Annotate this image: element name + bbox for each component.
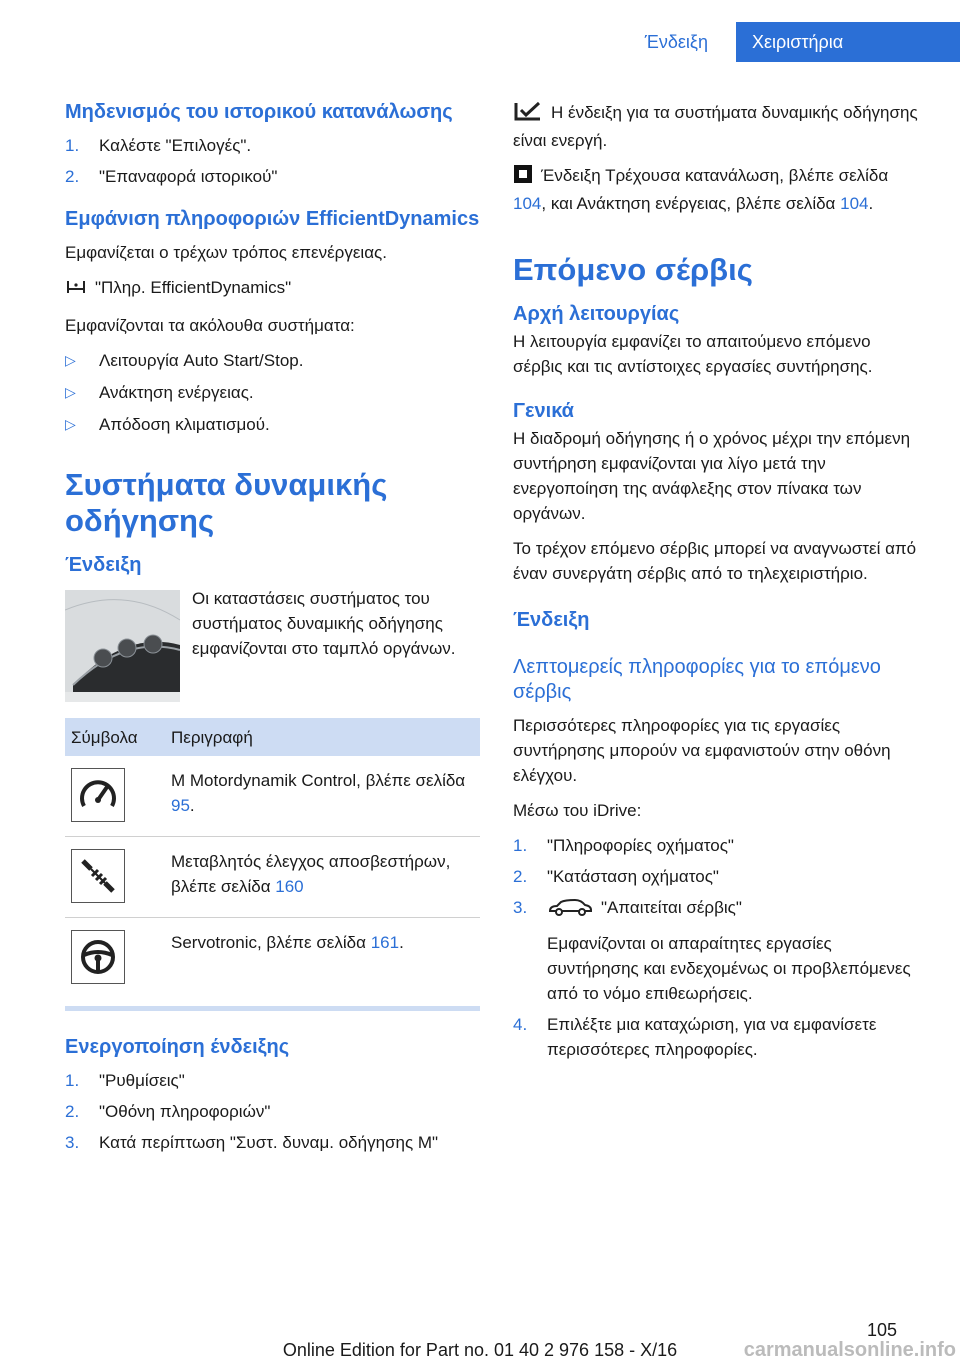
via-idrive: Μέσω του iDrive: [513, 801, 642, 820]
display-heading: Ένδειξη [513, 609, 590, 631]
header-section[interactable]: Ένδειξη [644, 32, 708, 52]
list-item: 3. Κατά περίπτωση "Συστ. δυναμ. οδήγησης M" [65, 1133, 439, 1152]
left-column [65, 100, 480, 1167]
page-link[interactable]: 104 [840, 194, 869, 213]
table-row: Μεταβλητός έλεγχος αποσβεστήρων, βλέπε σελίδα 160 [65, 837, 480, 918]
activate-steps [65, 1068, 480, 1155]
page-link[interactable]: 104 [513, 194, 542, 213]
activate-heading: Ενεργοποίηση ένδειξης [65, 1036, 290, 1058]
step-number: 1. [65, 136, 80, 155]
list-item: 3. "Απαιτείται σέρβις" Εμφανίζονται οι απαραίτητες εργασίες συντήρησης και ενδεχομένως οι προβλεπόμενες από το νόμο επιθεωρήσεις. [513, 895, 923, 1006]
table-row: M Motordynamik Control, βλέπε σελίδα 95. [65, 756, 480, 837]
list-item [65, 133, 480, 158]
efficient-menu-line [65, 275, 480, 303]
general-text-2: Το τρέχον επόμενο σέρβις μπορεί να αναγνωστεί από έναν συνεργάτη σέρβις από το τηλεχειριστήριο. [513, 539, 917, 583]
table-header-symbol: Σύμβολα [65, 718, 165, 756]
general-text-1: Η διαδρομή οδήγησης ή ο χρόνος μέχρι την επόμενη συντήρηση εμφανίζονται για λίγο μετά την ενεργοποίηση της ανάφλεξης στον πίνακα των οργάνων. [513, 429, 911, 523]
reset-heading: Μηδενισμός του ιστορικού κατανάλωσης [65, 101, 453, 123]
triangle-bullet-icon: ▷ [65, 384, 76, 400]
dynamics-subheading: Ένδειξη [65, 554, 142, 576]
edition-line: Online Edition for Part no. 01 40 2 976 158 - X/16 [282, 1340, 678, 1360]
step-text: "Επαναφορά ιστορικού" [99, 167, 278, 186]
triangle-bullet-icon: ▷ [65, 416, 76, 432]
details-heading: Λεπτομερείς πληροφορίες για το επόμενο σέρβις [513, 656, 881, 703]
list-item: ▷ Απόδοση κλιματισμού. [65, 412, 480, 437]
efficient-dynamics-icon [65, 278, 87, 303]
list-item [65, 164, 480, 189]
list-item: ▷ Ανάκτηση ενέργειας. [65, 380, 480, 405]
page-number: 105 [866, 1320, 897, 1340]
page-link[interactable]: 160 [275, 877, 304, 896]
step-text: Καλέστε "Επιλογές". [99, 136, 252, 155]
steering-wheel-icon [71, 930, 125, 984]
details-text: Περισσότερες πληροφορίες για τις εργασίες συντήρησης μπορούν να εμφανιστούν στην οθόνη ελέγχου. [513, 716, 891, 785]
triangle-bullet-icon: ▷ [65, 352, 76, 368]
instrument-cluster-image [65, 590, 180, 702]
dynamics-title: Συστήματα δυναμικής οδήγησης [65, 467, 388, 538]
page-link[interactable]: 161 [370, 933, 400, 952]
symbol-table [65, 718, 480, 1011]
reset-steps [65, 133, 480, 189]
list-item: 2. "Οθόνη πληροφοριών" [65, 1102, 271, 1121]
right-column [513, 100, 923, 1074]
step-3-detail: Εμφανίζονται οι απαραίτητες εργασίες συντήρησης και ενδεχομένως οι προβλεπόμενες από το νόμο επιθεωρήσεις. [547, 934, 911, 1003]
efficient-menu-label: "Πληρ. EfficientDynamics" [95, 278, 292, 297]
page-link[interactable]: 95 [171, 796, 190, 815]
empty-box-icon [513, 164, 533, 191]
dynamics-intro: Οι καταστάσεις συστήματος του συστήματος δυναμικής οδήγησης εμφανίζονται στο ταμπλό οργάνων. [192, 589, 456, 658]
car-service-icon [547, 898, 593, 923]
principle-heading: Αρχή λειτουργίας [513, 303, 680, 325]
list-item: ▷ Λειτουργία Auto Start/Stop. [65, 348, 480, 373]
list-item: 1. "Ρυθμίσεις" [65, 1071, 185, 1090]
efficient-bullets [65, 348, 480, 437]
list-item: 4. Επιλέξτε μια καταχώριση, για να εμφανίσετε περισσότερες πληροφορίες. [513, 1015, 877, 1059]
page-header [0, 22, 960, 62]
service-steps [513, 833, 923, 1062]
list-item: 2. "Κατάσταση οχήματος" [513, 867, 719, 886]
principle-text: Η λειτουργία εμφανίζει το απαιτούμενο επόμενο σέρβις και τις αντίστοιχες εργασίες συντήρησης. [513, 332, 873, 376]
service-title: Επόμενο σέρβις [513, 252, 753, 287]
efficient-heading: Εμφάνιση πληροφοριών EfficientDynamics [65, 208, 480, 230]
table-row: Servotronic, βλέπε σελίδα 161. [65, 918, 480, 1009]
table-header-row [65, 718, 480, 756]
header-chapter[interactable]: Χειριστήρια [736, 22, 960, 62]
list-item: 1. "Πληροφορίες οχήματος" [513, 836, 734, 855]
efficient-intro: Εμφανίζεται ο τρέχων τρόπος επενέργειας. [65, 243, 387, 262]
general-heading: Γενικά [513, 400, 574, 422]
step-number: 2. [65, 167, 80, 186]
consumption-note: Ένδειξη Τρέχουσα κατανάλωση, βλέπε σελίδα 104, και Ανάκτηση ενέργειας, βλέπε σελίδα 104. [513, 166, 889, 213]
shock-absorber-icon [71, 849, 125, 903]
efficient-shown: Εμφανίζονται τα ακόλουθα συστήματα: [65, 316, 355, 335]
active-note: Η ένδειξη για τα συστήματα δυναμικής οδήγησης είναι ενεργή. [513, 103, 918, 150]
speedometer-icon [71, 768, 125, 822]
checkmark-icon [513, 101, 543, 128]
watermark: carmanualsonline.info [743, 1339, 956, 1361]
table-header-description: Περιγραφή [165, 718, 480, 756]
